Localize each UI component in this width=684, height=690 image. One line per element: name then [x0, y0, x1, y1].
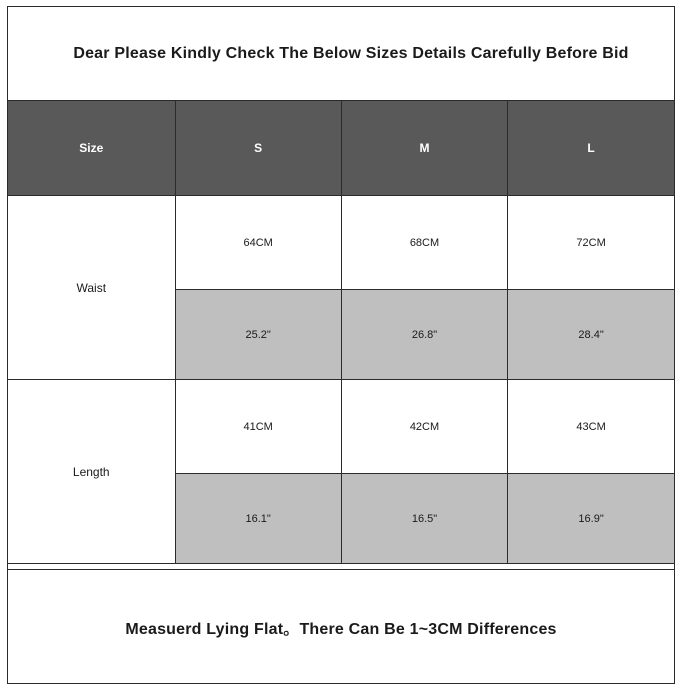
size-chart-sheet [7, 6, 675, 684]
size-table [8, 101, 674, 564]
header-size-m: M [341, 101, 507, 196]
length-cm-s: 41CM [175, 380, 341, 474]
waist-cm-l: 72CM [508, 196, 674, 290]
header-size-l: L [508, 101, 674, 196]
table-row-length-cm [8, 380, 674, 474]
length-inch-l: 16.9" [508, 474, 674, 564]
header-size-s: S [175, 101, 341, 196]
header-size-label: Size [8, 101, 175, 196]
waist-cm-s: 64CM [175, 196, 341, 290]
row-label-waist: Waist [8, 196, 175, 380]
table-row-waist-cm [8, 196, 674, 290]
waist-inch-s: 25.2" [175, 290, 341, 380]
waist-inch-l: 28.4" [508, 290, 674, 380]
page-title: Dear Please Kindly Check The Below Sizes Details Carefully Before Bid [73, 44, 629, 62]
waist-inch-m: 26.8" [341, 290, 507, 380]
footer-note: Measuerd Lying Flat。There Can Be 1~3CM Differences [125, 621, 557, 638]
row-label-length: Length [8, 380, 175, 564]
title-banner [8, 7, 674, 101]
length-inch-m: 16.5" [341, 474, 507, 564]
length-cm-m: 42CM [341, 380, 507, 474]
length-cm-l: 43CM [508, 380, 674, 474]
waist-cm-m: 68CM [341, 196, 507, 290]
table-header-row [8, 101, 674, 196]
footer-note-banner [8, 569, 674, 683]
length-inch-s: 16.1" [175, 474, 341, 564]
